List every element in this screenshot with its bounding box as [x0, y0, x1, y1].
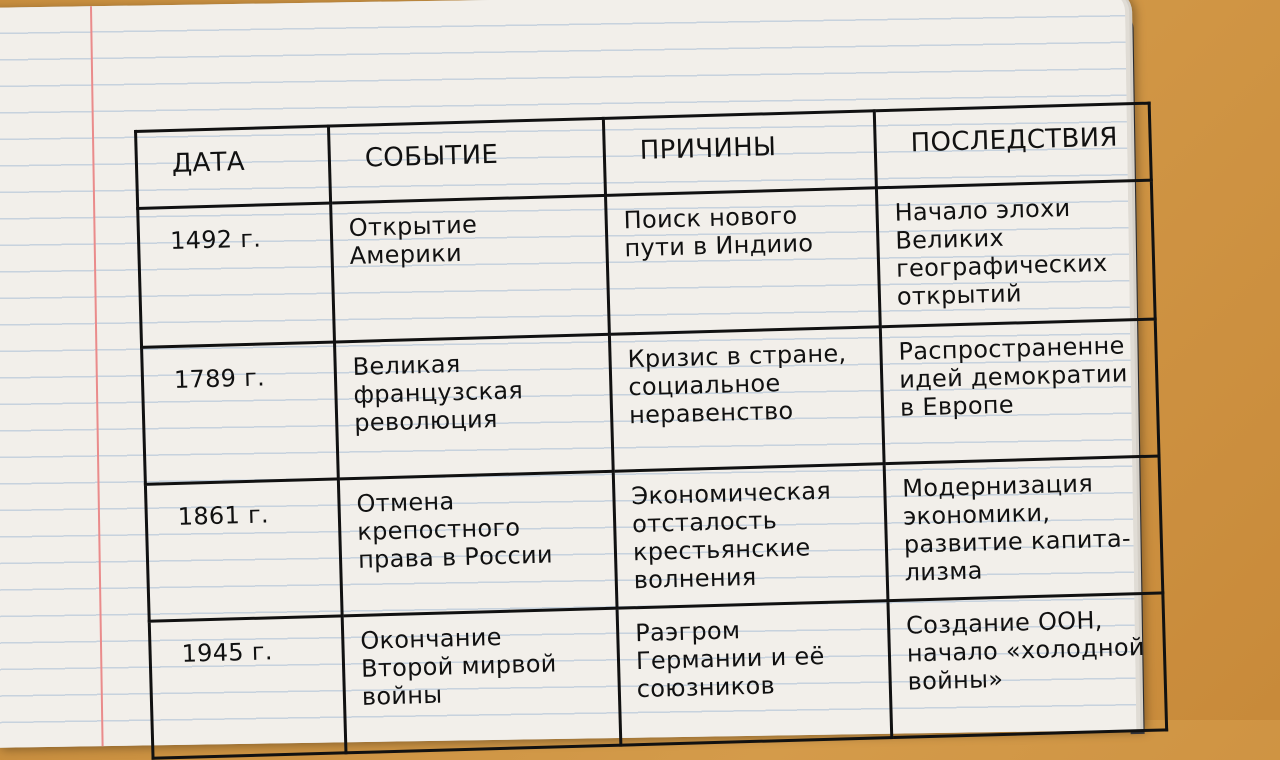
history-table-wrap [134, 102, 1168, 760]
cell-consequences: Модернизация экономики, развитие капита-лизма [884, 456, 1163, 601]
cell-consequences: Начало элохи Великих географических открытий [876, 180, 1155, 327]
cell-date: 1789 г. [142, 342, 339, 484]
history-table [134, 102, 1168, 760]
cell-event: Отмена крепостного права в России [338, 471, 617, 616]
header-causes: ПРИЧИНЫ [603, 111, 876, 196]
header-consequences: ПОСЛЕДСТВИЯ [874, 103, 1151, 188]
header-event: СОБЫТИЕ [328, 118, 605, 203]
cell-causes: Поиск нового пути в Индиио [606, 188, 881, 335]
cell-date: 1945 г. [149, 616, 346, 758]
cell-event: Окончание Второй мирвой войны [342, 608, 621, 753]
cell-causes: Экономическая отсталость крестьянские волнения [613, 464, 888, 609]
cell-date: 1492 г. [138, 203, 335, 347]
cell-event: Открытие Америки [331, 195, 610, 342]
cell-consequences: Создание ООН, начало «холодной войны» [888, 593, 1167, 738]
cell-date: 1861 г. [145, 479, 342, 621]
table-row [149, 593, 1166, 758]
cell-causes: Кризис в стране, социальное неравенство [609, 327, 884, 472]
table-row [138, 180, 1155, 347]
cell-causes: Раэгром Германии и её союзников [617, 601, 892, 746]
cell-consequences: Распространенне идей демократии в Европе [880, 319, 1159, 464]
cell-event: Великая французская революция [334, 334, 613, 479]
header-date: ДАТА [136, 126, 331, 208]
margin-line [90, 6, 104, 746]
